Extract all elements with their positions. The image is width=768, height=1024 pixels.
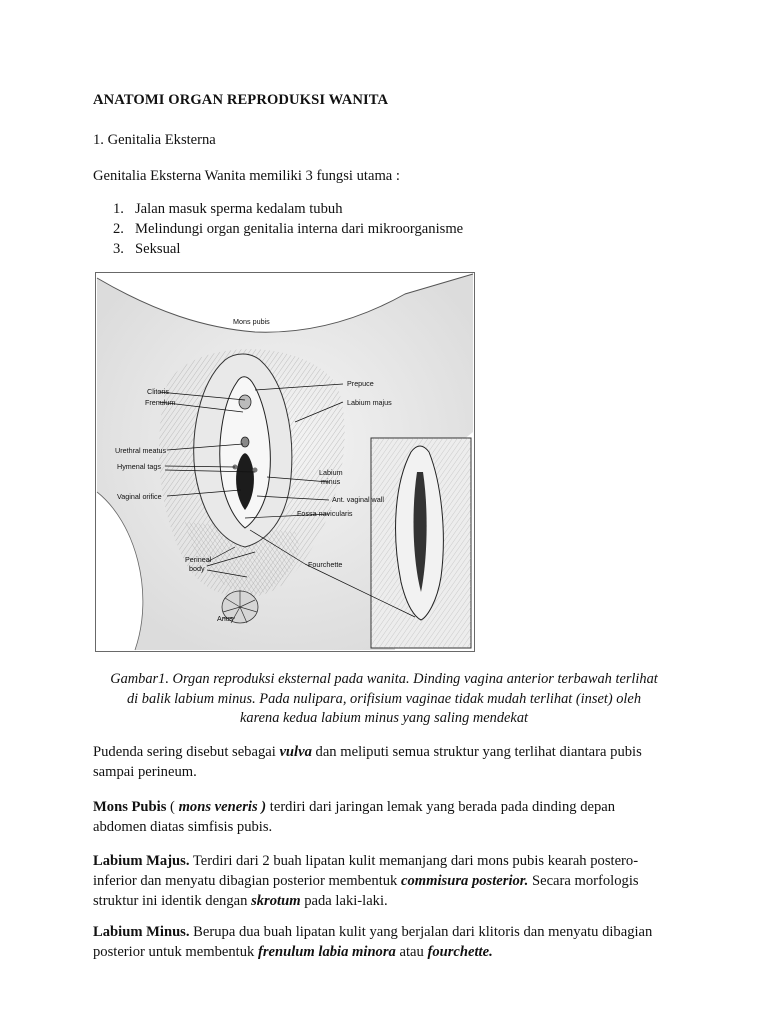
label-perineal-body-2: body — [189, 564, 205, 573]
label-vaginal-orifice: Vaginal orifice — [117, 492, 162, 501]
label-prepuce: Prepuce — [347, 379, 374, 388]
label-frenulum: Frenulum — [145, 398, 176, 407]
label-urethral-meatus: Urethral meatus — [115, 446, 167, 455]
figure-caption: Gambar1. Organ reproduksi eksternal pada wanita. Dinding vagina anterior terbawah terlihat di balik labium minus. Pada nulipara, orifisium vaginae tidak mudah terlihat (inset) oleh karena kedua labium minus yang saling mendekat — [110, 671, 658, 726]
list-item: 2. Melindungi organ genitalia interna dari mikroorganisme — [113, 221, 464, 237]
label-labium-minus-2: minus — [321, 477, 341, 486]
paragraph-mons-pubis: Mons Pubis ( mons veneris ) terdiri dari jaringan lemak yang berada pada dinding depan abdomen diatas simfisis pubis. — [93, 799, 616, 835]
label-anus: Anus — [217, 614, 234, 623]
function-list — [93, 199, 463, 259]
document-title: ANATOMI ORGAN REPRODUKSI WANITA — [93, 92, 389, 108]
paragraph-labium-minus: Labium Minus. Berupa dua buah lipatan kulit yang berjalan dari klitoris dan menyatu dibagian posterior untuk membentuk frenulum labia minora atau fourchette. — [93, 924, 653, 960]
intro-text: Genitalia Eksterna Wanita memiliki 3 fungsi utama : — [93, 168, 400, 184]
label-hymenal-tags: Hymenal tags — [117, 462, 161, 471]
list-item: 3. Seksual — [113, 241, 181, 257]
label-clitoris: Clitoris — [147, 387, 169, 396]
label-labium-majus: Labium majus — [347, 398, 392, 407]
label-ant-vaginal-wall: Ant. vaginal wall — [332, 495, 384, 504]
paragraph-pudenda: Pudenda sering disebut sebagai vulva dan meliputi semua struktur yang terlihat diantara pubis sampai perineum. — [93, 744, 642, 780]
paragraph-labium-majus: Labium Majus. Terdiri dari 2 buah lipatan kulit memanjang dari mons pubis kearah postero- inferior dan menyatu dibagian posterior membentuk commisura posterior. Secara morfologis struktur ini identik dengan skrotum pada laki-laki. — [93, 853, 639, 909]
label-fourchette: Fourchette — [308, 560, 343, 569]
section-heading: 1. Genitalia Eksterna — [93, 132, 216, 148]
label-mons-pubis: Mons pubis — [233, 317, 270, 326]
list-item: 1. Jalan masuk sperma kedalam tubuh — [113, 201, 343, 217]
label-labium-minus: Labium — [319, 468, 343, 477]
label-fossa-navicularis: Fossa navicularis — [297, 509, 353, 518]
label-perineal-body: Perineal — [185, 555, 212, 564]
anatomy-illustration — [95, 272, 475, 652]
